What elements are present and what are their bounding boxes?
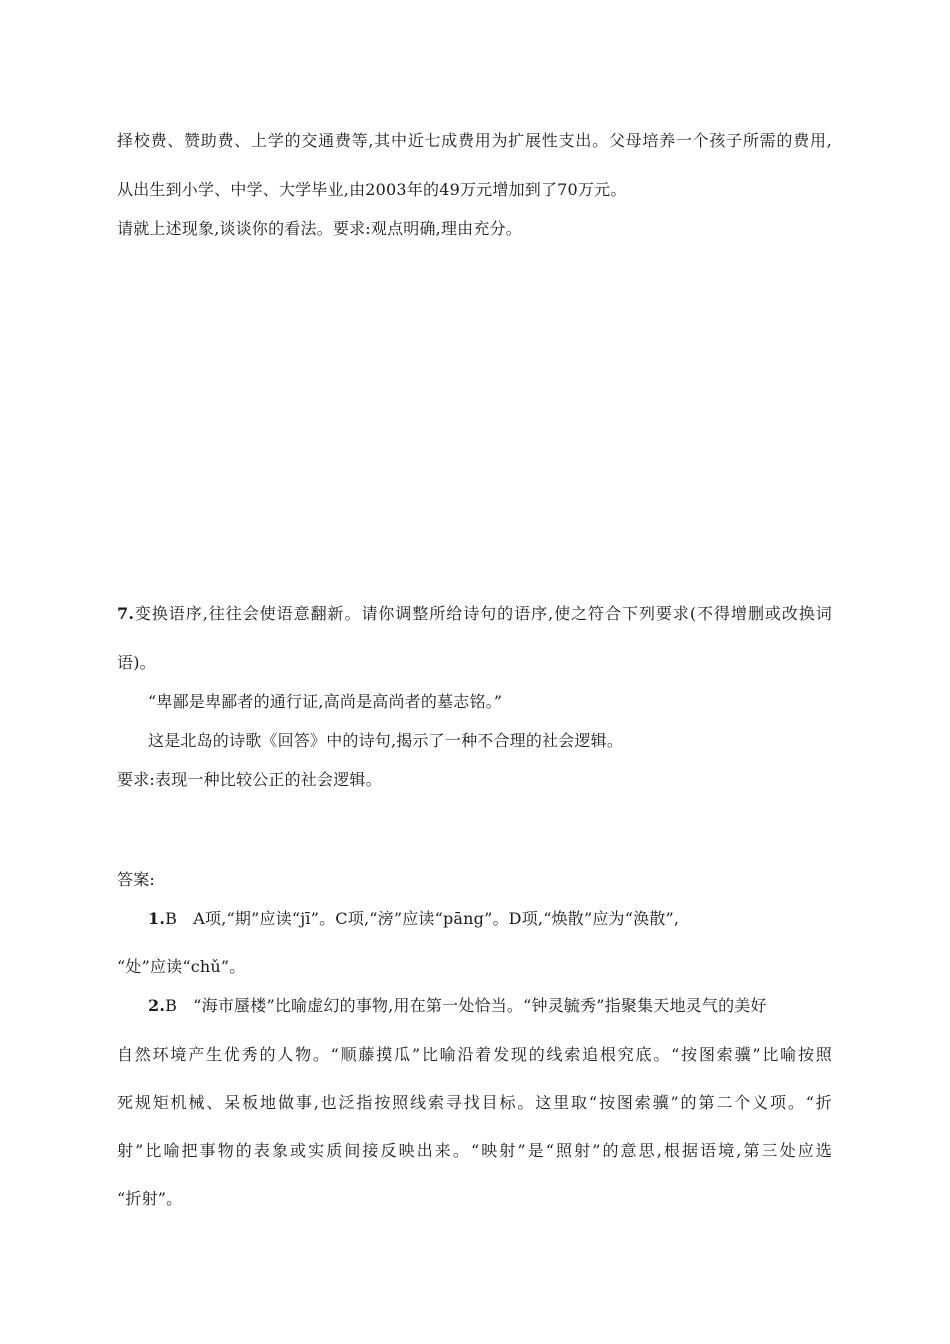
answers-heading: 答案:: [117, 870, 155, 889]
question6-prompt: 请就上述现象,谈谈你的看法。要求:观点明确,理由充分。: [117, 219, 522, 238]
question7-requirement: 要求:表现一种比较公正的社会逻辑。: [117, 770, 382, 789]
answer1-line-1-text: B A项,“期”应读“jī”。C项,“滂”应读“pāng”。D项,“焕散”应为“涣散”,: [165, 909, 680, 928]
question6-text-line-1: 择校费、赞助费、上学的交通费等,其中近七成费用为扩展性支出。父母培养一个孩子所需的费用,: [117, 131, 832, 150]
answer1-line-1: [148, 909, 679, 929]
answer2-number: 2.: [148, 996, 166, 1015]
answer2-line-1: [148, 996, 767, 1016]
question7-context: 这是北岛的诗歌《回答》中的诗句,揭示了一种不合理的社会逻辑。: [148, 731, 624, 750]
answer2-line-4: 射”比喻把事物的表象或实质间接反映出来。“映射”是“照射”的意思,根据语境,第三处应选: [117, 1141, 832, 1160]
question7-quote: “卑鄙是卑鄙者的通行证,高尚是高尚者的墓志铭。”: [148, 692, 503, 711]
question7-line-1-text: 变换语序,往往会使语意翻新。请你调整所给诗句的语序,使之符合下列要求(不得增删或改换词: [134, 604, 832, 623]
question7-text-line-2: 语)。: [117, 653, 156, 672]
question7-text-line-1: [117, 604, 832, 624]
answer2-line-5: “折射”。: [117, 1189, 183, 1208]
question7-number: 7.: [117, 604, 135, 623]
answer2-line-3: 死规矩机械、呆板地做事,也泛指按照线索寻找目标。这里取“按图索骥”的第二个义项。“折: [117, 1093, 832, 1112]
answer2-line-1-text: B “海市蜃楼”比喻虚幻的事物,用在第一处恰当。“钟灵毓秀”指聚集天地灵气的美好: [165, 996, 767, 1015]
question6-text-line-2: 从出生到小学、中学、大学毕业,由2003年的49万元增加到了70万元。: [117, 180, 627, 199]
answer1-line-2: “处”应读“chǔ”。: [117, 957, 246, 976]
answer1-number: 1.: [148, 909, 166, 928]
answer2-line-2: 自然环境产生优秀的人物。“顺藤摸瓜”比喻沿着发现的线索追根究底。“按图索骥”比喻按照: [117, 1045, 832, 1064]
